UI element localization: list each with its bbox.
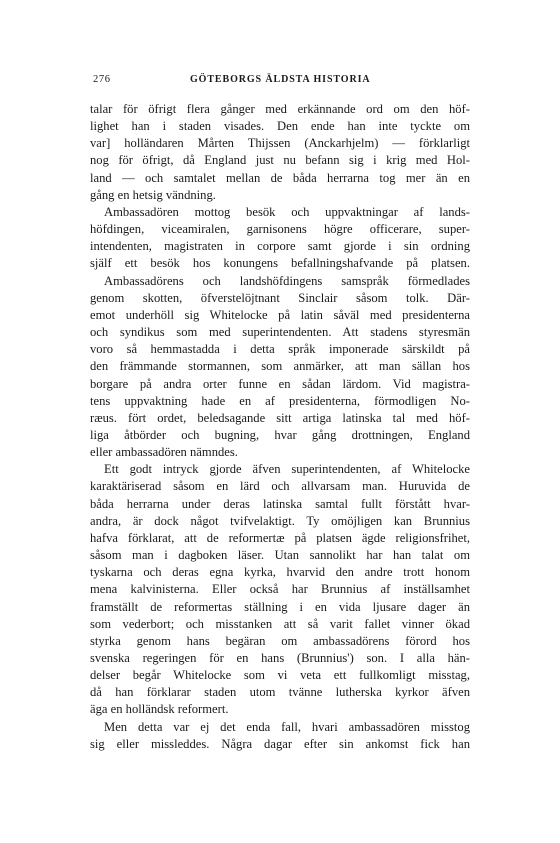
text-line: äga en holländsk reformert.: [90, 702, 229, 717]
text-line: sig eller missleddes. Några dagar efter sin ankomst fick han: [90, 736, 470, 751]
text-line: ræus. fört ordet, beledsagande sitt artiga latinska tal med höf-: [90, 410, 470, 425]
text-line: och syndikus som med superintendenten. Att stadens styresmän: [90, 325, 470, 340]
text-line: svenska regeringen för en hans (Brunnius') son. I alla hän-: [90, 651, 470, 665]
text-line: själf ett besök hos konungens befallningshafvande på platsen.: [90, 256, 470, 271]
text-line: land — och samtalet mellan de båda herrarna tog mer än en: [90, 170, 470, 185]
text-line: Ambassadörens och landshöfdingens samspråk förmedlades: [104, 273, 470, 288]
text-line: mena kalvinisterna. Eller också har Brunnius af inställsamhet: [90, 582, 470, 597]
text-line: voro så hemmastadda i detta språk imponerade särskildt på: [90, 342, 470, 357]
text-line: andra, är dock något tvifvelaktigt. Ty omöjligen kan Brunnius: [90, 513, 470, 528]
text-line: Ambassadören mottog besök och uppvaktningar af lands-: [104, 204, 470, 219]
text-line: såsom man i dagboken läser. Utan sannolikt har han talat om: [90, 548, 470, 563]
text-line: karaktäriserad såsom en lärd och allvarsam man. Huruvida de: [90, 479, 470, 494]
book-page: [90, 74, 470, 753]
text-line: tens uppvaktning hade en af presidenterna, förmodligen No-: [90, 393, 470, 408]
text-line: båda herrarna under deras latinska samtal fullt förstått hvar-: [90, 496, 470, 511]
text-line: talar för öfrigt flera gånger med erkännande ord om den höf-: [90, 102, 470, 116]
text-line: intendenten, magistraten in corpore samt gjorde i sin ordning: [90, 239, 470, 254]
text-line: liga åtbörder och bugning, hvar gång drottningen, England: [90, 427, 470, 442]
text-line: då han förklarar staden utom tvänne lutherska kyrkor äfven: [90, 685, 470, 700]
text-line: hafva förklarat, att de reformertæ på platsen ägde religionsfrihet,: [90, 530, 470, 545]
text-line: eller ambassadören nämndes.: [90, 445, 238, 460]
text-line: den främmande stormannen, som anmärker, att man sällan hos: [90, 359, 470, 374]
body-text: [90, 101, 470, 753]
running-header: [90, 74, 470, 92]
text-line: delser begår Whitelocke som vi veta ett fullkomligt misstag,: [90, 668, 470, 683]
text-line: emot underhöll sig Whitelocke på latin såväl med presidenterna: [90, 307, 470, 322]
text-line: höfdingen, viceamiralen, garnisonens högre officerare, super-: [90, 222, 470, 237]
text-line: styrka genom hans begäran om ambassadörens förord hos: [90, 633, 470, 648]
text-line: som vederbort; och misstanken att så varit fallet vinner ökad: [90, 616, 470, 631]
text-line: framställt de reformertas ställning i en vida ljusare dager än: [90, 599, 470, 614]
text-line: var] holländaren Mårten Thijssen (Anckarhjelm) — förklarligt: [90, 136, 470, 151]
text-line: genom skotten, öfverstelöjtnant Sinclair såsom tolk. Där-: [90, 290, 470, 305]
text-line: lighet han i staden visades. Den ende han inte tyckte om: [90, 119, 470, 134]
text-line: borgare på andra orter funne en sådan lärdom. Vid magistra-: [90, 376, 470, 391]
text-line: gång en hetsig vändning.: [90, 187, 216, 202]
text-line: Men detta var ej det enda fall, hvari ambassadören misstog: [104, 719, 470, 734]
running-title: GÖTEBORGS ÄLDSTA HISTORIA: [190, 74, 371, 85]
text-line: nog för öfrigt, då England just nu befann sig i krig med Hol-: [90, 153, 470, 168]
page-number: 276: [93, 74, 111, 85]
text-line: tyskarna och deras egna kyrka, hvarvid den andre trott honom: [90, 565, 470, 580]
text-line: Ett godt intryck gjorde äfven superintendenten, af Whitelocke: [104, 462, 470, 477]
